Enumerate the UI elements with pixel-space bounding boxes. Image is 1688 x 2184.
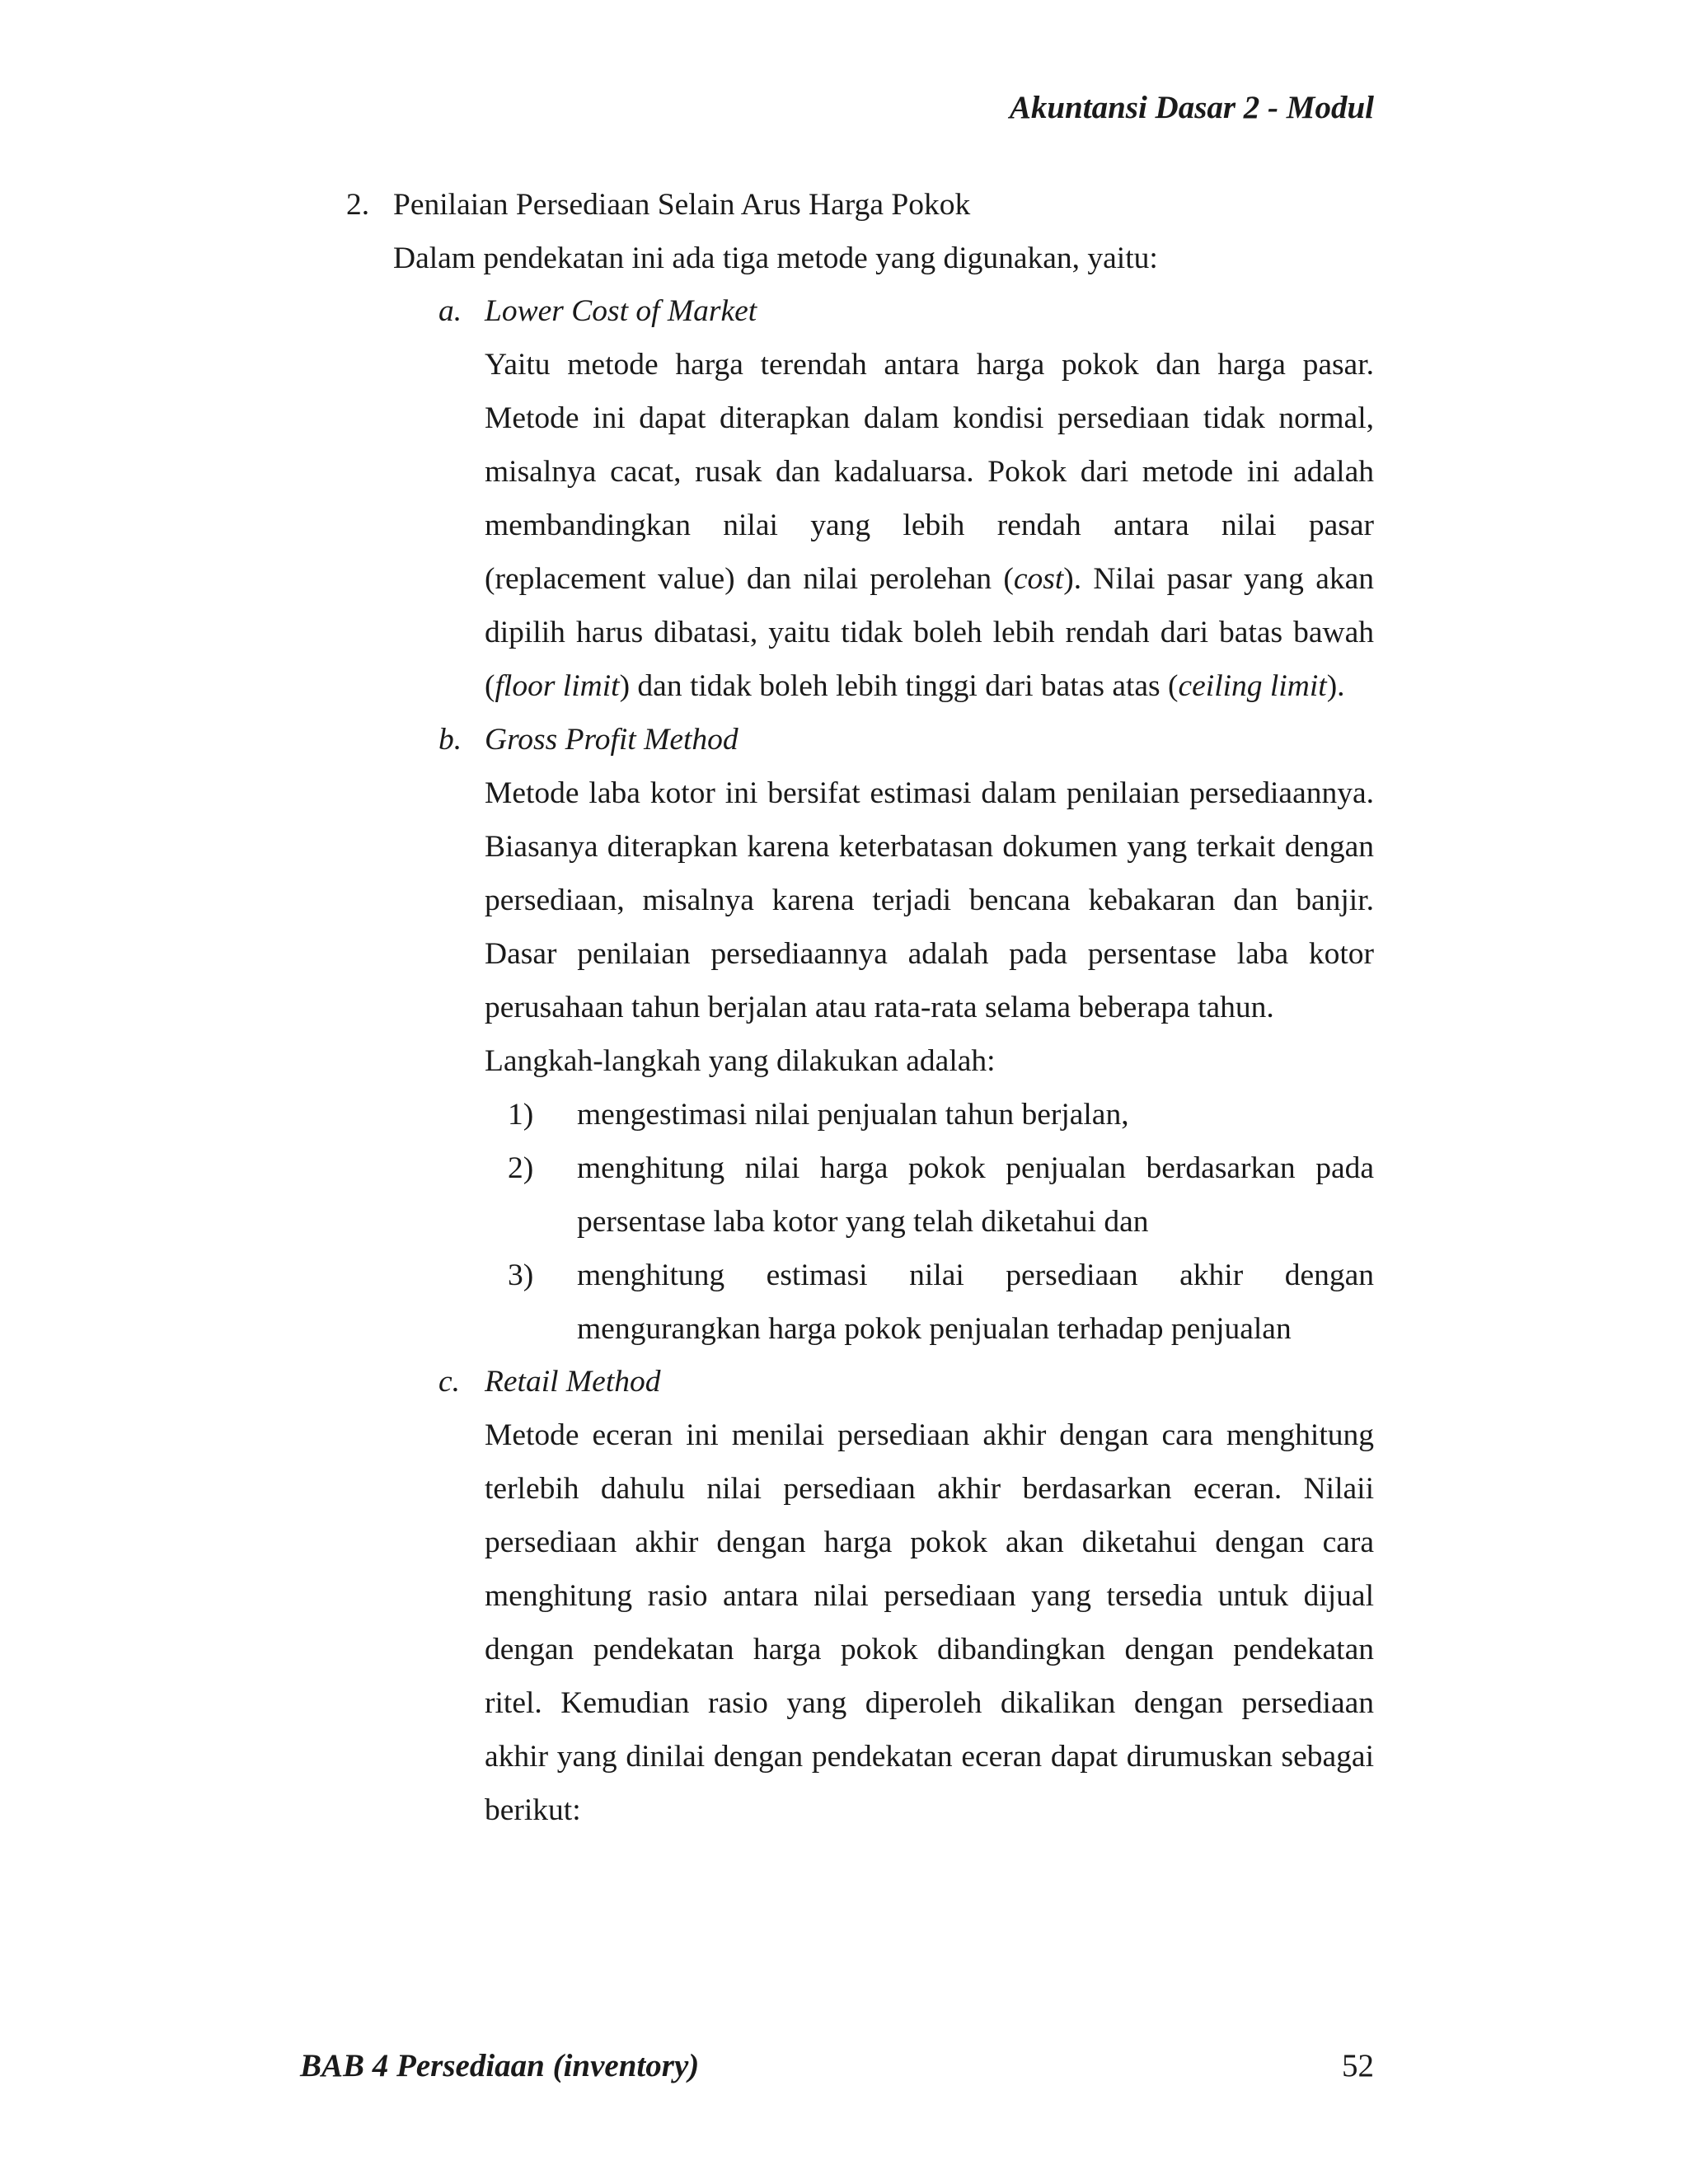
item-c-line-8: berikut:: [485, 1793, 581, 1827]
step-2-line-1: menghitung nilai harga pokok penjualan berdasarkan pada: [577, 1151, 1374, 1185]
item-b-marker: b.: [438, 723, 462, 757]
item-c-line-7: akhir yang dinilai dengan pendekatan eceran dapat dirumuskan sebagai: [485, 1740, 1374, 1774]
item-a-line-6: dipilih harus dibatasi, yaitu tidak boleh lebih rendah dari batas bawah: [485, 616, 1374, 649]
item-a-marker: a.: [438, 294, 462, 328]
step-3-marker: 3): [508, 1258, 534, 1292]
footer-chapter: BAB 4 Persediaan (inventory): [300, 2048, 700, 2083]
item-a-line-3: misalnya cacat, rusak dan kadaluarsa. Pokok dari metode ini adalah: [485, 455, 1374, 489]
item-a-line-5: (replacement value) dan nilai perolehan (cost). Nilai pasar yang akan: [485, 562, 1374, 596]
item-b-line-2: Biasanya diterapkan karena keterbatasan dokumen yang terkait dengan: [485, 830, 1374, 864]
running-header: Akuntansi Dasar 2 - Modul: [1009, 90, 1374, 125]
item-b-line-5: perusahaan tahun berjalan atau rata-rata selama beberapa tahun.: [485, 991, 1274, 1024]
item-b-line-4: Dasar penilaian persediaannya adalah pada persentase laba kotor: [485, 937, 1374, 971]
item-b-line-6: Langkah-langkah yang dilakukan adalah:: [485, 1044, 996, 1078]
item-c-line-6: ritel. Kemudian rasio yang diperoleh dikalikan dengan persediaan: [485, 1686, 1374, 1720]
page-number: 52: [1342, 2048, 1374, 2083]
step-3-line-2: mengurangkan harga pokok penjualan terhadap penjualan: [577, 1312, 1292, 1346]
item-c-line-1: Metode eceran ini menilai persediaan akhir dengan cara menghitung: [485, 1418, 1374, 1452]
step-3-line-1: menghitung estimasi nilai persediaan akhir dengan: [577, 1258, 1374, 1292]
section-number: 2.: [346, 188, 370, 222]
item-c-title: Retail Method: [485, 1365, 661, 1399]
item-c-line-5: dengan pendekatan harga pokok dibandingkan dengan pendekatan: [485, 1633, 1374, 1666]
item-b-line-3: persediaan, misalnya karena terjadi bencana kebakaran dan banjir.: [485, 883, 1374, 917]
item-a-title: Lower Cost of Market: [485, 294, 757, 328]
item-a-line-7: (floor limit) dan tidak boleh lebih tinggi dari batas atas (ceiling limit).: [485, 669, 1345, 703]
item-c-line-2: terlebih dahulu nilai persediaan akhir berdasarkan eceran. Nilaii: [485, 1472, 1374, 1506]
step-2-marker: 2): [508, 1151, 534, 1185]
item-c-line-4: menghitung rasio antara nilai persediaan yang tersedia untuk dijual: [485, 1579, 1374, 1613]
item-b-line-1: Metode laba kotor ini bersifat estimasi dalam penilaian persediaannya.: [485, 776, 1374, 810]
item-c-line-3: persediaan akhir dengan harga pokok akan diketahui dengan cara: [485, 1526, 1374, 1559]
item-a-line-4: membandingkan nilai yang lebih rendah antara nilai pasar: [485, 509, 1374, 542]
item-a-line-2: Metode ini dapat diterapkan dalam kondisi persediaan tidak normal,: [485, 401, 1374, 435]
section-intro: Dalam pendekatan ini ada tiga metode yang digunakan, yaitu:: [393, 241, 1158, 275]
section-title: Penilaian Persediaan Selain Arus Harga Pokok: [393, 188, 971, 222]
item-a-line-1: Yaitu metode harga terendah antara harga pokok dan harga pasar.: [485, 348, 1374, 382]
item-c-marker: c.: [438, 1365, 461, 1399]
step-2-line-2: persentase laba kotor yang telah diketahui dan: [577, 1205, 1149, 1239]
step-1-marker: 1): [508, 1098, 534, 1132]
step-1-line-1: mengestimasi nilai penjualan tahun berjalan,: [577, 1098, 1129, 1132]
item-b-title: Gross Profit Method: [485, 723, 738, 757]
